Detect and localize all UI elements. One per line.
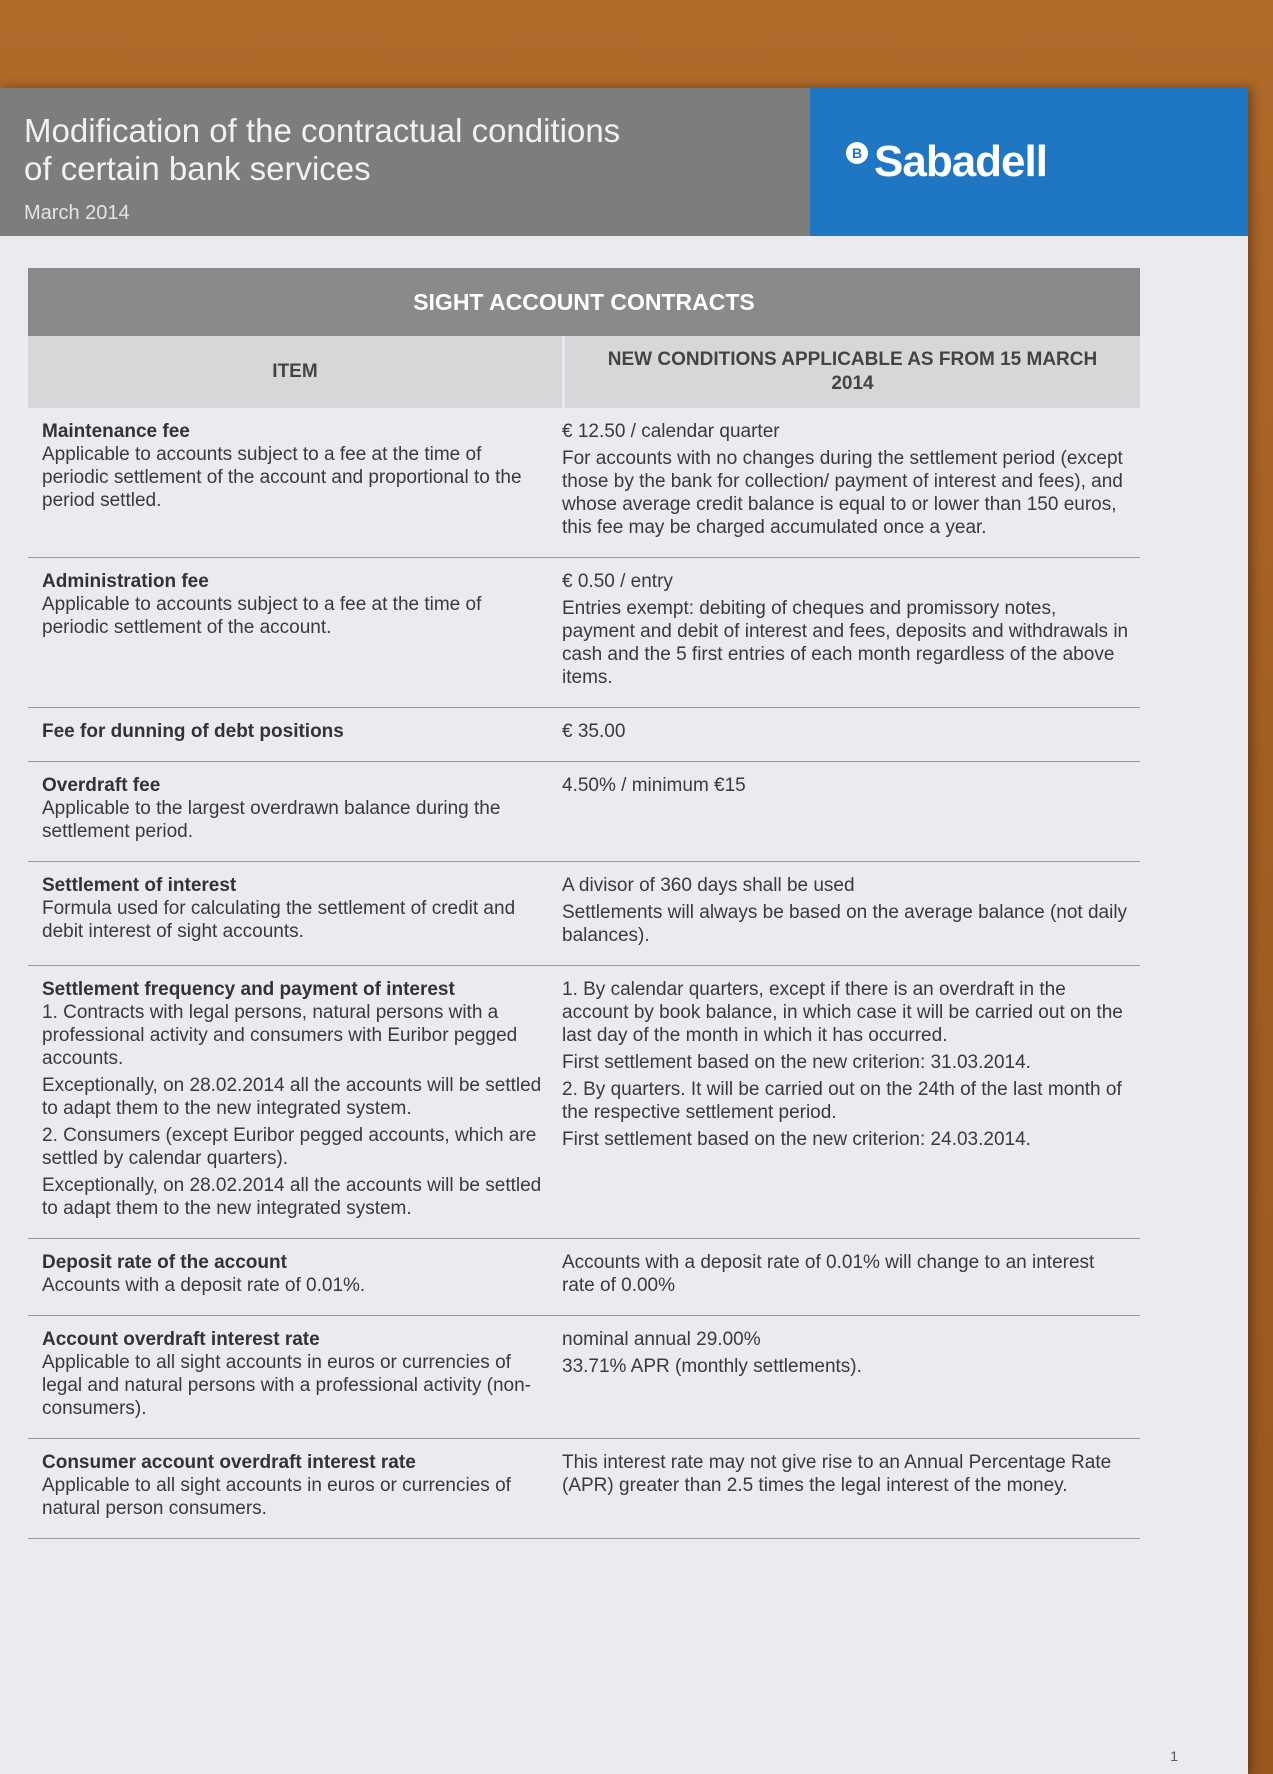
- page-number: 1: [1170, 1748, 1178, 1764]
- condition-text: € 12.50 / calendar quarter: [562, 421, 780, 442]
- condition-text: € 0.50 / entry: [562, 571, 673, 592]
- item-title: Maintenance fee: [42, 421, 190, 442]
- table-title: SIGHT ACCOUNT CONTRACTS: [28, 268, 1140, 336]
- conditions-cell: [562, 720, 1140, 747]
- condition-text: € 35.00: [562, 721, 626, 742]
- table-row: [28, 408, 1140, 558]
- condition-text: 33.71% APR (monthly settlements).: [562, 1356, 862, 1377]
- conditions-cell: [562, 874, 1140, 951]
- item-description: 1. Contracts with legal persons, natural persons with a professional activity and consumers with Euribor pegged accounts.: [42, 1002, 518, 1069]
- condition-text: nominal annual 29.00%: [562, 1329, 761, 1350]
- table-row: [28, 762, 1140, 862]
- sabadell-logo-icon: B: [846, 142, 868, 164]
- item-title: Account overdraft interest rate: [42, 1329, 320, 1350]
- table-row: [28, 862, 1140, 966]
- item-cell: [28, 570, 562, 693]
- condition-text: 4.50% / minimum €15: [562, 775, 746, 796]
- title-line-1: Modification of the contractual conditions: [24, 112, 621, 149]
- item-title: Fee for dunning of debt positions: [42, 721, 344, 742]
- brand-logo-text: Sabadell: [874, 137, 1047, 186]
- item-description: 2. Consumers (except Euribor pegged accounts, which are settled by calendar quarters).: [42, 1125, 537, 1169]
- table-body: [28, 408, 1140, 1539]
- document-header: [0, 88, 1248, 236]
- conditions-table: [28, 268, 1140, 1539]
- item-cell: [28, 420, 562, 543]
- table-column-headers: [28, 336, 1140, 408]
- title-block: [0, 88, 810, 236]
- item-description: Exceptionally, on 28.02.2014 all the accounts will be settled to adapt them to the new integrated system.: [42, 1075, 542, 1119]
- item-cell: [28, 978, 562, 1224]
- condition-text: This interest rate may not give rise to an Annual Percentage Rate (APR) greater than 2.5 times the legal interest of the money.: [562, 1452, 1112, 1496]
- item-cell: [28, 874, 562, 951]
- table-row: [28, 966, 1140, 1239]
- item-title: Settlement frequency and payment of interest: [42, 979, 455, 1000]
- conditions-cell: [562, 1328, 1140, 1424]
- conditions-cell: [562, 1451, 1140, 1524]
- item-description: Applicable to accounts subject to a fee at the time of periodic settlement of the account.: [42, 594, 482, 638]
- item-description: Applicable to all sight accounts in euros or currencies of legal and natural persons with a professional activity (non-consumers).: [42, 1352, 531, 1419]
- item-description: Applicable to the largest overdrawn balance during the settlement period.: [42, 798, 501, 842]
- table-row: [28, 1239, 1140, 1316]
- title-line-2: of certain bank services: [24, 150, 371, 187]
- condition-text: First settlement based on the new criterion: 31.03.2014.: [562, 1052, 1031, 1073]
- column-header-conditions: NEW CONDITIONS APPLICABLE AS FROM 15 MARCH 2014: [607, 349, 1098, 394]
- conditions-cell: [562, 570, 1140, 693]
- conditions-cell: [562, 978, 1140, 1224]
- item-cell: [28, 720, 562, 747]
- item-title: Consumer account overdraft interest rate: [42, 1452, 416, 1473]
- conditions-cell: [562, 774, 1140, 847]
- item-description: Accounts with a deposit rate of 0.01%.: [42, 1275, 366, 1296]
- table-row: [28, 558, 1140, 708]
- condition-text: Accounts with a deposit rate of 0.01% will change to an interest rate of 0.00%: [562, 1252, 1095, 1296]
- condition-text: 1. By calendar quarters, except if there is an overdraft in the account by book balance, in which case it will be carried out on the last day of the month in which it has occurred.: [562, 979, 1123, 1046]
- condition-text: 2. By quarters. It will be carried out on the 24th of the last month of the respective settlement period.: [562, 1079, 1122, 1123]
- condition-text: First settlement based on the new criterion: 24.03.2014.: [562, 1129, 1031, 1150]
- item-cell: [28, 774, 562, 847]
- item-title: Administration fee: [42, 571, 209, 592]
- condition-text: For accounts with no changes during the settlement period (except those by the bank for collection/ payment of interest and fees), and whose average credit balance is equal to or lower than 150 euros, this fee may be charged accumulated once a year.: [562, 448, 1123, 538]
- item-title: Settlement of interest: [42, 875, 237, 896]
- item-description: Formula used for calculating the settlement of credit and debit interest of sight accounts.: [42, 898, 516, 942]
- document-page: [0, 88, 1248, 1774]
- table-row: [28, 1316, 1140, 1439]
- item-cell: [28, 1328, 562, 1424]
- conditions-cell: [562, 1251, 1140, 1301]
- item-description: Applicable to accounts subject to a fee at the time of periodic settlement of the account and proportional to the period settled.: [42, 444, 522, 511]
- item-cell: [28, 1451, 562, 1524]
- condition-text: Settlements will always be based on the average balance (not daily balances).: [562, 902, 1128, 946]
- conditions-cell: [562, 420, 1140, 543]
- item-title: Overdraft fee: [42, 775, 161, 796]
- item-description: Applicable to all sight accounts in euros or currencies of natural person consumers.: [42, 1475, 511, 1519]
- item-description: Exceptionally, on 28.02.2014 all the accounts will be settled to adapt them to the new integrated system.: [42, 1175, 542, 1219]
- table-row: [28, 1439, 1140, 1539]
- brand-block: [810, 88, 1248, 236]
- item-cell: [28, 1251, 562, 1301]
- column-header-item: ITEM: [28, 336, 565, 408]
- table-row: [28, 708, 1140, 762]
- condition-text: Entries exempt: debiting of cheques and promissory notes, payment and debit of interest and fees, deposits and withdrawals in cash and the 5 first entries of each month regardless of the above items.: [562, 598, 1129, 688]
- document-title: [24, 112, 786, 188]
- document-date: March 2014: [24, 202, 130, 224]
- item-title: Deposit rate of the account: [42, 1252, 287, 1273]
- condition-text: A divisor of 360 days shall be used: [562, 875, 855, 896]
